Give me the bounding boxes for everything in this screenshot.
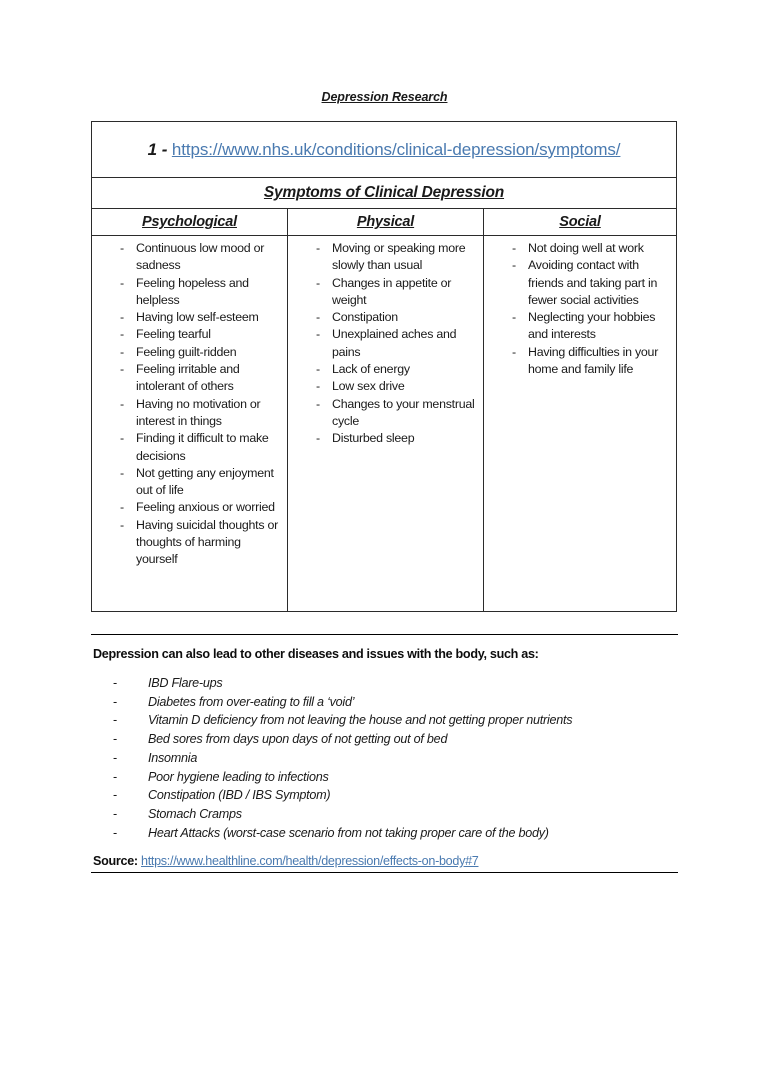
psychological-symptom-list <box>98 240 281 569</box>
list-item: - Stomach Cramps <box>93 805 683 824</box>
table-title: Symptoms of Clinical Depression <box>263 184 505 201</box>
table-title-cell <box>92 178 677 209</box>
list-item: - Changes in appetite or weight <box>294 275 477 310</box>
list-item: - Avoiding contact with friends and taking part in fewer social activities <box>490 257 670 309</box>
list-item: - Vitamin D deficiency from not leaving the house and not getting proper nutrients <box>93 711 683 730</box>
list-item: - Constipation (IBD / IBS Symptom) <box>93 786 683 805</box>
list-item: - Constipation <box>294 309 477 326</box>
list-item: - Insomnia <box>93 749 683 768</box>
source-number: 1 - <box>147 139 168 159</box>
list-item: - Feeling tearful <box>98 326 281 343</box>
cell-psychological <box>92 236 288 612</box>
list-item: - Not getting any enjoyment out of life <box>98 465 281 500</box>
list-item: - Neglecting your hobbies and interests <box>490 309 670 344</box>
column-header-physical <box>288 209 484 236</box>
list-item: - Feeling irritable and intolerant of others <box>98 361 281 396</box>
lead-paragraph: Depression can also lead to other diseases and issues with the body, such as: <box>93 647 539 661</box>
column-header-label: Psychological <box>142 214 237 230</box>
page-title: Depression Research <box>321 90 448 104</box>
column-header-label: Social <box>559 214 601 230</box>
source-line <box>93 854 683 868</box>
divider-top <box>91 634 678 635</box>
source-label: Source: <box>93 854 138 868</box>
physical-symptom-list <box>294 240 477 448</box>
list-item: - IBD Flare-ups <box>93 674 683 693</box>
cell-social <box>484 236 677 612</box>
list-item: - Unexplained aches and pains <box>294 326 477 361</box>
list-item: - Diabetes from over-eating to fill a ‘void’ <box>93 693 683 712</box>
list-item: - Having suicidal thoughts or thoughts of harming yourself <box>98 517 281 569</box>
social-symptom-list <box>490 240 670 378</box>
list-item: - Having low self-esteem <box>98 309 281 326</box>
list-item: - Disturbed sleep <box>294 430 477 447</box>
table-row-source-url <box>92 122 677 178</box>
list-item: - Changes to your menstrual cycle <box>294 396 477 431</box>
symptoms-table <box>91 121 677 612</box>
source-url-cell <box>92 122 677 178</box>
list-item: - Having no motivation or interest in things <box>98 396 281 431</box>
table-row-title <box>92 178 677 209</box>
list-item: - Not doing well at work <box>490 240 670 257</box>
list-item: - Continuous low mood or sadness <box>98 240 281 275</box>
list-item: - Lack of energy <box>294 361 477 378</box>
list-item: - Feeling anxious or worried <box>98 499 281 516</box>
list-item: - Finding it difficult to make decisions <box>98 430 281 465</box>
divider-bottom <box>91 872 678 873</box>
list-item: - Feeling hopeless and helpless <box>98 275 281 310</box>
column-header-label: Physical <box>356 214 415 230</box>
column-header-psychological <box>92 209 288 236</box>
list-item: - Moving or speaking more slowly than usual <box>294 240 477 275</box>
column-header-social <box>484 209 677 236</box>
related-conditions-list <box>93 674 683 842</box>
list-item: - Bed sores from days upon days of not getting out of bed <box>93 730 683 749</box>
list-item: - Heart Attacks (worst-case scenario from not taking proper care of the body) <box>93 824 683 843</box>
list-item: - Low sex drive <box>294 378 477 395</box>
list-item: - Poor hygiene leading to infections <box>93 768 683 787</box>
cell-physical <box>288 236 484 612</box>
healthline-source-link[interactable]: https://www.healthline.com/health/depression/effects-on-body#7 <box>141 854 479 868</box>
list-item: - Feeling guilt-ridden <box>98 344 281 361</box>
nhs-source-link[interactable]: https://www.nhs.uk/conditions/clinical-depression/symptoms/ <box>171 139 621 159</box>
list-item: - Having difficulties in your home and family life <box>490 344 670 379</box>
table-row-body <box>92 236 677 612</box>
table-row-headers <box>92 209 677 236</box>
